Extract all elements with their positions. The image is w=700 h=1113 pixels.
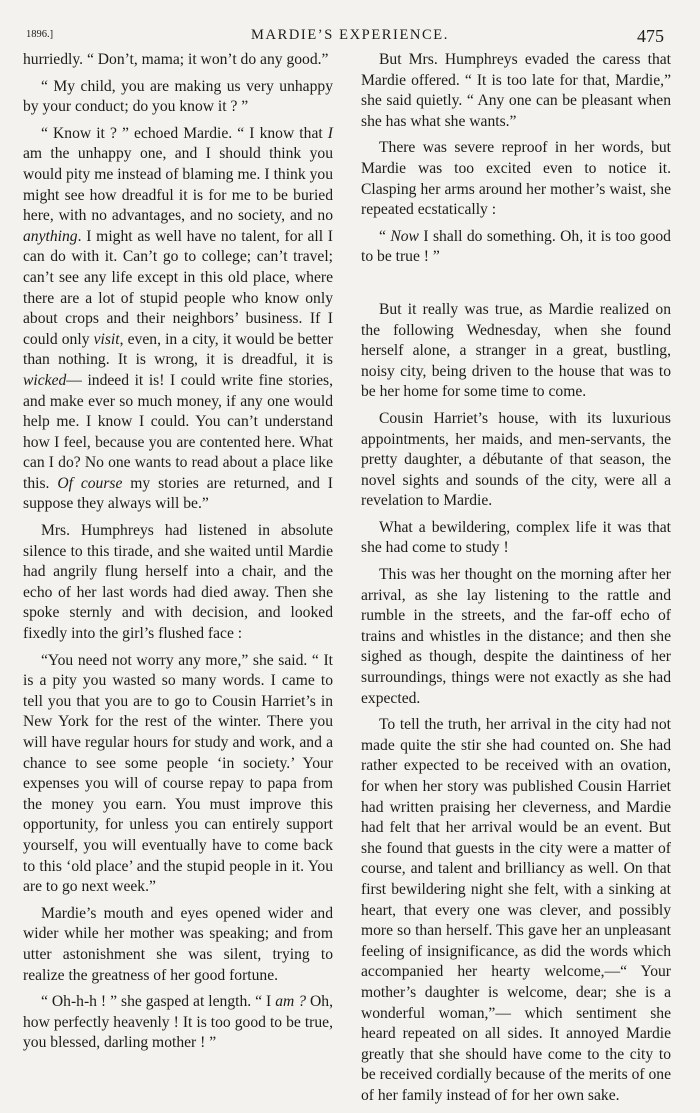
running-header-year: 1896.] xyxy=(26,29,54,40)
paragraph: Mardie’s mouth and eyes opened wider and wider while her mother was speaking; and from utter astonishment she was silent, trying to realize the greatness of her good fortune. xyxy=(23,904,333,984)
paragraph: Cousin Harriet’s house, with its luxurious appointments, her maids, and men-servants, the pretty daughter, a débutante of that season, the novel sights and sounds of the city, were all a revelation to Mardie. xyxy=(361,409,671,510)
paragraph: “ Now I shall do something. Oh, it is too good to be true ! ” xyxy=(361,227,671,266)
page-number: 475 xyxy=(637,26,664,46)
running-header-title: MARDIE’S EXPERIENCE. xyxy=(251,27,449,43)
paragraph: This was her thought on the morning after her arrival, as she lay listening to the rattle and rumble in the streets, and the far-off echo of trains and whistles in the distance; and then she sighed as though, despite the daintiness of her surroundings, things were not exactly as she had expected. xyxy=(361,566,671,707)
paragraph: hurriedly. “ Don’t, mama; it won’t do any good.” xyxy=(23,51,329,68)
paragraph: “You need not worry any more,” she said. “ It is a pity you wasted so many words. I came to tell you that you are to go to Cousin Harriet’s in New York for the rest of the winter. There you will have regular hours for study and work, and a chance to see some people ‘in society.’ Your expenses you will of course repay to papa from the money you earn. You must improve this opportunity, for unless you can entirely support yourself, you will eventually have to come back to this ‘old place’ and the stupid people in it. You are to go next week.” xyxy=(23,651,333,896)
left-text-column xyxy=(23,50,333,1060)
paragraph: But Mrs. Humphreys evaded the caress that Mardie offered. “ It is too late for that, Mardie,” she said quietly. “ Any one can be pleasant when she has what she wants.” xyxy=(361,51,671,130)
paragraph: “ Oh-h-h ! ” she gasped at length. “ I am ? Oh, how perfectly heavenly ! It is too good to be true, you blessed, darling mother ! ” xyxy=(23,993,333,1052)
paragraph: Mrs. Humphreys had listened in absolute silence to this tirade, and she waited until Mardie had angrily flung herself into a chair, and the echo of her last words had died away. Then she spoke sternly and with decision, and looked fixedly into the girl’s flushed face : xyxy=(23,522,333,643)
paragraph: But it really was true, as Mardie realized on the following Wednesday, when she found herself alone, a stranger in a great, bustling, noisy city, being driven to the house that was to be her home for some time to come. xyxy=(361,300,671,401)
right-text-column xyxy=(361,50,671,1113)
paragraph: “ Know it ? ” echoed Mardie. “ I know that I am the unhappy one, and I should think you would pity me instead of blaming me. I think you might see how dreadful it is for me to be buried here, with no advantages, and no society, and no anything. I might as well have no talent, for all I can do with it. Can’t go to college; can’t travel; can’t see any life except in this old place, where there are a lot of stupid people who know only about crops and their neighbors’ business. If I could only visit, even, in a city, it would be better than nothing. It is wrong, it is dreadful, it is wicked— indeed it is! I could write fine stories, and make ever so much money, if any one would help me. I know I could. You can’t understand how I feel, because you are contented here. What can I do? No one wants to read about a place like this. Of course my stories are returned, and I suppose they always will be.” xyxy=(23,124,333,513)
paragraph: What a bewildering, complex life it was that she had come to study ! xyxy=(361,518,671,557)
paragraph: To tell the truth, her arrival in the city had not made quite the stir she had counted on. She had rather expected to be received with an ovation, for when her story was published Cousin Harriet had written praising her cleverness, and Mardie had felt that her arrival would be an event. But she found that guests in the city were a matter of course, and talent and brilliancy as well. On that first bewildering night she felt, with a sinking at heart, that every one was clever, and possibly more so than herself. This gave her an unpleasant feeling of insignificance, as did the words which accompanied her hearty welcome,—“ Your mother’s daughter is welcome, dear; she is a wonderful woman,”— which sentiment she heard repeated on all sides. It annoyed Mardie greatly that she should have come to the city to be received cordially because of the merits of one of her family instead of for her own sake. xyxy=(361,716,672,1104)
paragraph: “ My child, you are making us very unhappy by your conduct; do you know it ? ” xyxy=(23,77,333,116)
paragraph: There was severe reproof in her words, but Mardie was too excited even to notice it. Clasping her arms around her mother’s waist, she repeated ecstatically : xyxy=(361,139,671,219)
